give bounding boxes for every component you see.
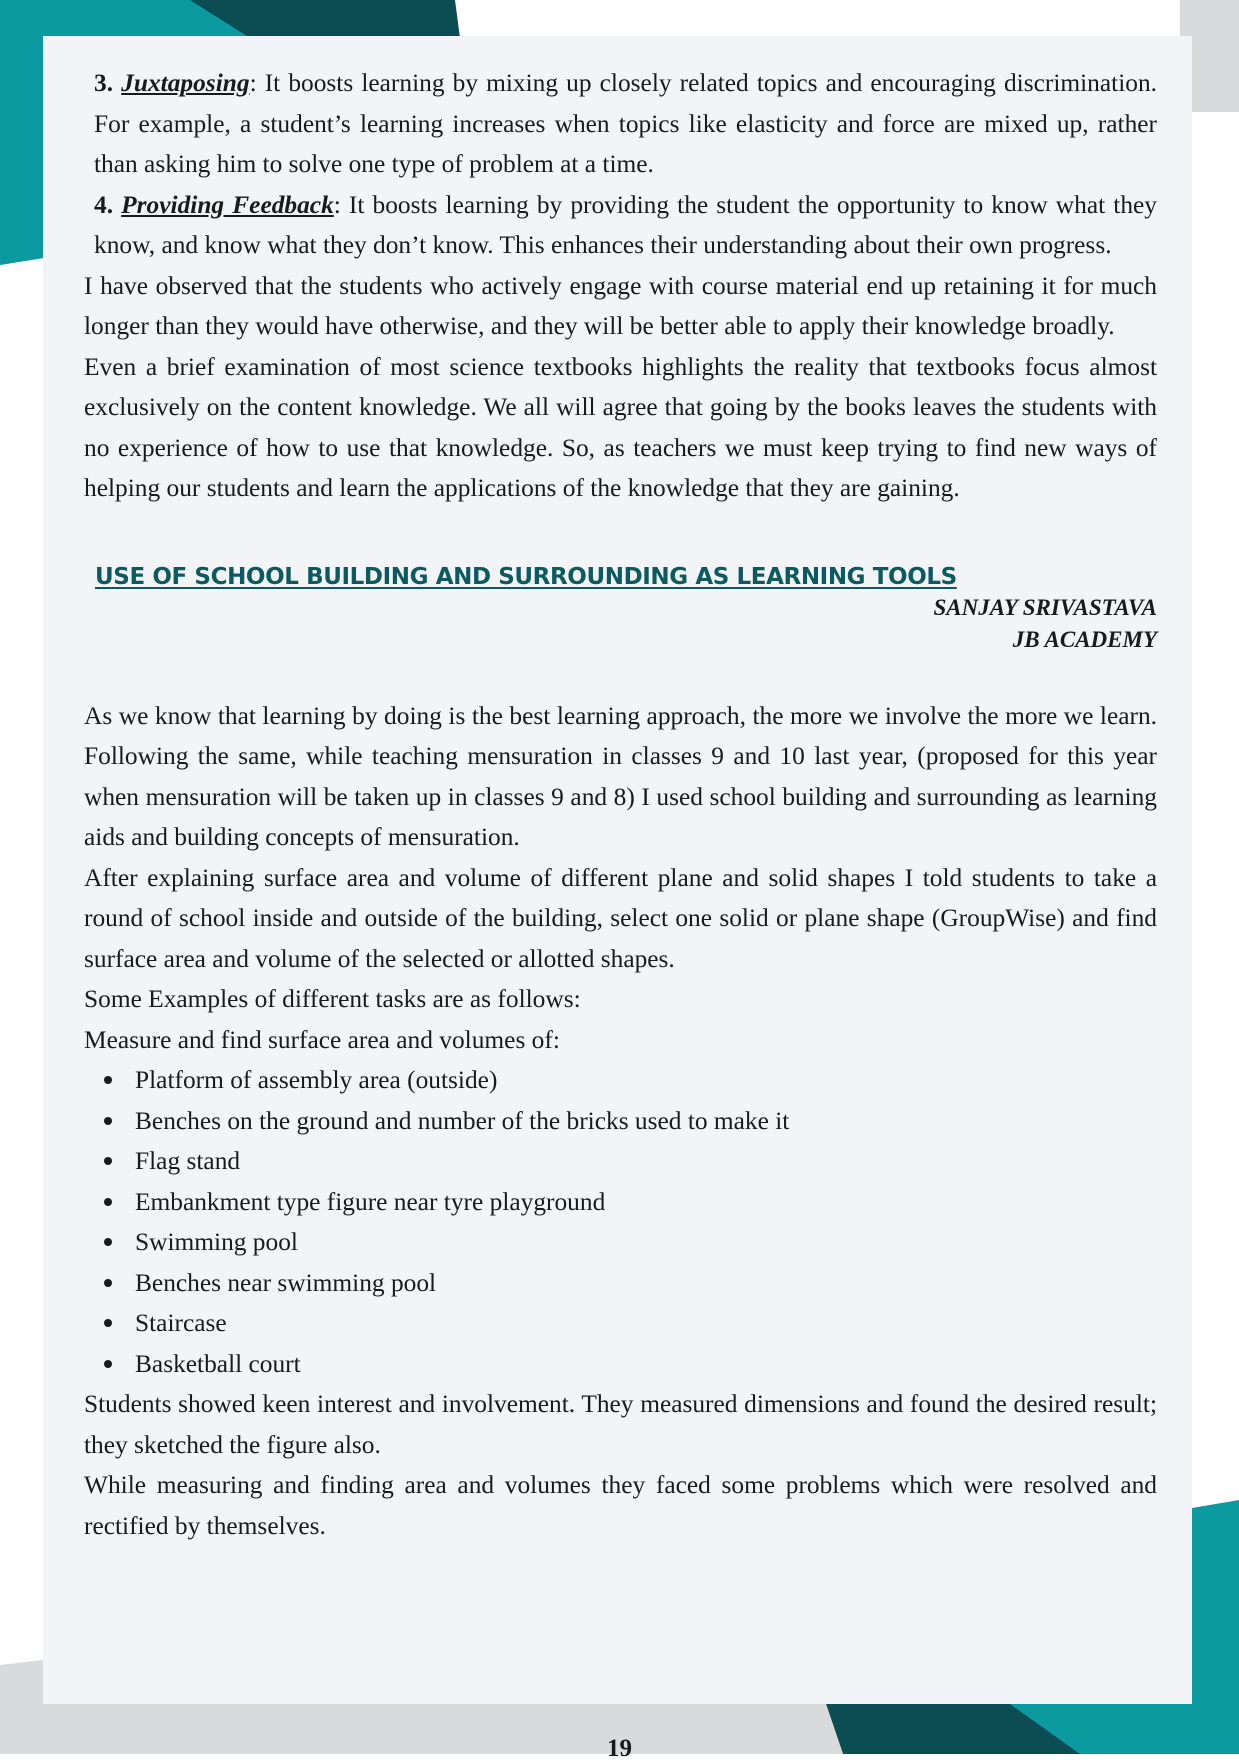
task-list-item [102,1303,1157,1344]
task-text: Embankment type figure near tyre playground [135,1187,606,1216]
task-text: Platform of assembly area (outside) [135,1066,498,1094]
bullet-icon [104,1076,112,1084]
task-list-item [102,1263,1157,1304]
task-text: Benches near swimming pool [135,1268,437,1297]
page-content [84,63,1157,1546]
item-number: 3. [94,69,114,97]
task-text: Flag stand [135,1147,241,1175]
list-item-juxtaposing [84,63,1157,185]
task-list-item [102,1222,1157,1263]
paragraph: As we know that learning by doing is the best learning approach, the more we involve the more we learn. Following the same, while teaching mensuration in classes 9 and 10 last year, (proposed for this year when mensuration will be taken up in classes 9 and 8) I used school building and surrounding as learning aids and building concepts of mensuration. [84,701,1157,851]
bullet-icon [104,1238,112,1246]
task-text: Basketball court [135,1349,301,1378]
bullet-icon [104,1279,112,1287]
item-term: Juxtaposing [121,69,250,97]
task-text: Staircase [135,1309,227,1337]
paragraph: Even a brief examination of most science textbooks highlights the reality that textbooks focus almost exclusively on the content knowledge. We all will agree that going by the books leaves the students with no experience of how to use that knowledge. So, as teachers we must keep trying to find new ways of helping our students and learn the applications of the knowledge that they are gaining. [84,352,1157,502]
task-list-item [102,1060,1157,1101]
article-title: USE OF SCHOOL BUILDING AND SURROUNDING AS LEARNING TOOLS [95,563,957,590]
paragraph: I have observed that the students who actively engage with course material end up retaining it for much longer than they would have otherwise, and they will be better able to apply their knowledge broadly. [84,271,1157,340]
paragraph: Measure and find surface area and volumes of: [84,1025,560,1054]
bullet-icon [104,1319,112,1327]
bullet-icon [104,1157,112,1165]
item-term: Providing Feedback [121,190,334,219]
article-author: SANJAY SRIVASTAVA [933,594,1157,620]
bullet-icon [104,1360,112,1368]
task-list [84,1060,1157,1384]
task-list-item [102,1141,1157,1182]
bullet-icon [104,1198,112,1206]
paragraph: Some Examples of different tasks are as follows: [84,985,581,1013]
paragraph: While measuring and finding area and volumes they faced some problems which were resolved and rectified by themselves. [84,1471,1157,1540]
task-list-item [102,1344,1157,1385]
item-number: 4. [94,190,114,219]
list-item-providing-feedback [84,185,1157,266]
item-text: : It boosts learning by providing the student the opportunity to know what they know, and know what they don’t know. This enhances their understanding about their own progress. [94,190,1157,259]
task-text: Benches on the ground and number of the bricks used to make it [135,1106,790,1135]
task-text: Swimming pool [135,1228,298,1256]
page-number: 19 [607,1735,632,1762]
item-text: : It boosts learning by mixing up closely related topics and encouraging discrimination. For example, a student’s learning increases when topics like elasticity and force are mixed up, rather than asking him to solve one type of problem at a time. [94,69,1157,178]
task-list-item [102,1182,1157,1223]
task-list-item [102,1101,1157,1142]
bullet-icon [104,1117,112,1125]
section-spacer [84,656,1157,696]
paragraph: Students showed keen interest and involvement. They measured dimensions and found the desired result; they sketched the figure also. [84,1390,1157,1459]
article-institution: JB ACADEMY [1012,626,1157,652]
paragraph: After explaining surface area and volume of different plane and solid shapes I told students to take a round of school inside and outside of the building, select one solid or plane shape (GroupWise) and find surface area and volume of the selected or allotted shapes. [84,863,1157,973]
